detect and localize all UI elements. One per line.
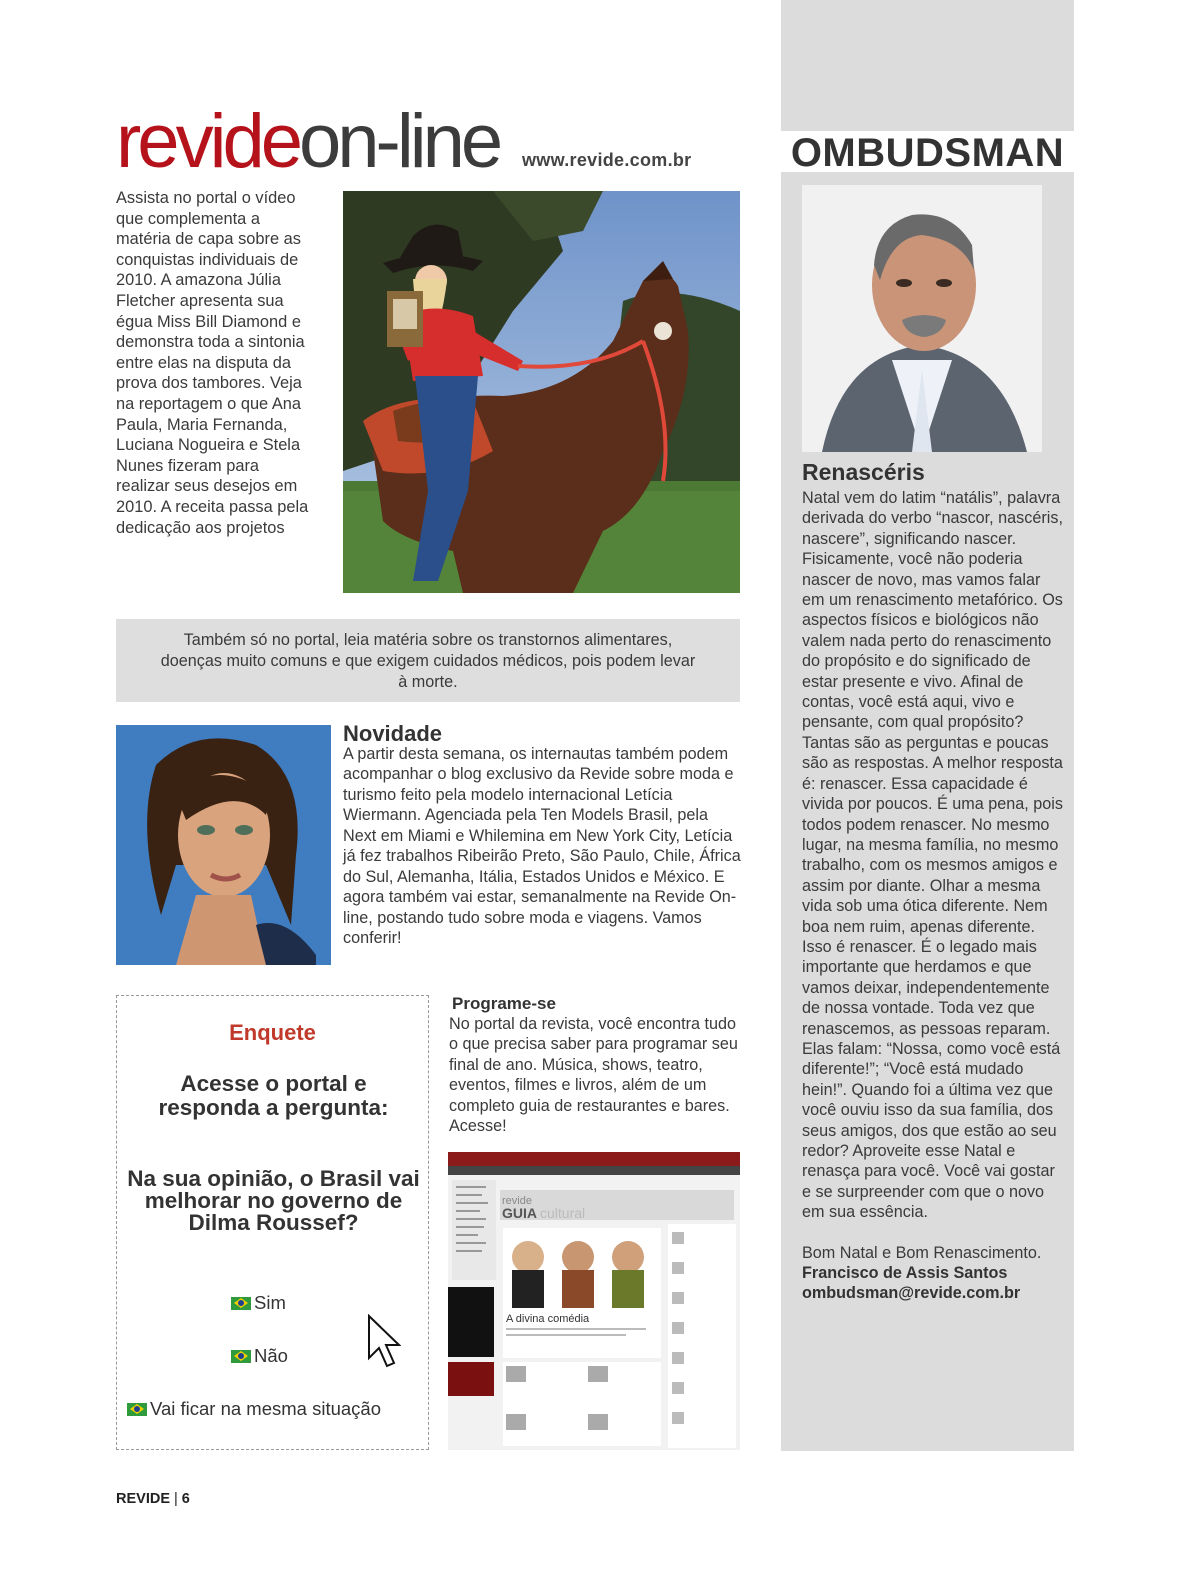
masthead-url[interactable]: www.revide.com.br	[522, 150, 692, 170]
masthead-title-red: revide	[116, 99, 299, 184]
enquete-option-label: Sim	[254, 1292, 286, 1313]
programese-body	[449, 1014, 741, 1137]
model-portrait-illustration	[116, 725, 331, 965]
enquete-option-label: Não	[254, 1345, 288, 1366]
rider-horse-illustration	[343, 191, 740, 593]
renasceris-text: Natal vem do latim “natális”, palavra derivada do verbo “nascor, nascéris, nascere”, significando nascer. Fisicamente, você não poderia nascer de novo, mas vamos falar em um renascimento metafórico. Os aspectos físicos e biológicos não valem nada perto do renascimento do propósito e do significado de estar presente e vivo. Afinal de contas, você está aqui, vivo e pensante, com qual propósito? Tantas são as perguntas e poucas são as respostas. A melhor resposta é: renascer. Essa capacidade é vivida por poucos. É uma pena, pois todos podem renascer. No mesmo lugar, na mesma família, no mesmo trabalho, com os mesmos amigos e assim por diante. Olhar a mesma vida sob uma ótica diferente. Nem boa nem ruim, apenas diferente. Isso é renascer. É o legado mais importante que herdamos e que vamos deixar, independentemente de nossa vontade. Toda vez que renascemos, as pessoas reparam. Elas falam: “Nossa, como você está diferente!”; “Você está mudado hein!”. Quando foi a última vez que você ouviu isso da sua família, dos seus amigos, dos que estão ao seu redor? Aproveite esse Natal e renasça para você. Você vai gostar e se surpreender com que o novo em sua essência.	[802, 489, 1063, 1222]
novidade-text: A partir desta semana, os internautas também podem acompanhar o blog exclusivo da Revide sobre moda e turismo feito pela modelo internacional Letícia Wiermann. Agenciada pela Ten Models Brasil, pela Next em Miami e Whilemina em New York City, Letícia já fez trabalhos Ribeirão Preto, São Paulo, Chile, África do Sul, Alemanha, Itália, Estados Unidos e México. E agora também vai estar, semanalmente na Revide On-line, postando tudo sobre moda e viagens. Vamos conferir!	[343, 745, 741, 948]
intro-column	[116, 188, 316, 538]
mouse-cursor-icon	[367, 1314, 401, 1368]
programese-heading: Programe-se	[452, 994, 556, 1013]
programese-text: No portal da revista, você encontra tudo o que precisa saber para programar seu final de ano. Música, shows, teatro, eventos, filmes e livros, além de um completo guia de restaurantes e bares. Acesse!	[449, 1015, 738, 1136]
enquete-title: Enquete	[229, 1020, 316, 1045]
notice-text: Também só no portal, leia matéria sobre os transtornos alimentares, doenças muito comuns e que exigem cuidados médicos, pois podem levar à morte.	[160, 631, 696, 691]
ombudsman-top-block	[781, 0, 1074, 131]
renasceris-heading: Renascéris	[802, 459, 925, 485]
rider-horse-photo	[343, 191, 740, 593]
ombudsman-label: OMBUDSMAN	[790, 131, 1065, 175]
screenshot-logo-small: revide	[502, 1195, 532, 1207]
screenshot-logo-guia: GUIA	[502, 1205, 537, 1221]
renasceris-closing: Bom Natal e Bom Renascimento.	[802, 1243, 1042, 1262]
enquete-option-nao[interactable]	[231, 1345, 288, 1367]
masthead-logo	[116, 99, 500, 184]
renasceris-email[interactable]: ombudsman@revide.com.br	[802, 1284, 1021, 1303]
portal-notice-box	[116, 619, 740, 702]
masthead-title-gray: on-line	[299, 99, 500, 184]
renasceris-body	[802, 488, 1064, 1304]
novidade-body	[343, 744, 743, 949]
enquete-prompt: Acesse o portal e responda a pergunta:	[158, 1071, 389, 1120]
screenshot-feature-title: A divina comédia	[506, 1313, 590, 1325]
brazil-flag-icon	[127, 1403, 147, 1416]
screenshot-logo-cultural: cultural	[540, 1205, 586, 1221]
portal-screenshot	[448, 1152, 740, 1450]
page-footer	[116, 1491, 190, 1507]
enquete-question: Na sua opinião, o Brasil vai melhorar no governo de Dilma Roussef?	[127, 1166, 420, 1235]
enquete-box	[116, 995, 429, 1450]
brazil-flag-icon	[231, 1297, 251, 1310]
brazil-flag-icon	[231, 1350, 251, 1363]
footer-divider: |	[174, 1491, 178, 1507]
footer-page-number: 6	[181, 1491, 190, 1507]
renasceris-author: Francisco de Assis Santos	[802, 1264, 1008, 1283]
enquete-option-label: Vai ficar na mesma situação	[150, 1398, 382, 1419]
novidade-heading: Novidade	[343, 721, 443, 746]
intro-text: Assista no portal o vídeo que complementa a matéria de capa sobre as conquistas individuais de 2010. A amazona Júlia Fletcher apresenta sua égua Miss Bill Diamond e demonstra toda a sintonia entre elas na disputa da prova dos tambores. Veja na reportagem o que Ana Paula, Maria Fernanda, Luciana Nogueira e Stela Nunes fizeram para realizar seus desejos em 2010. A receita passa pela dedicação aos projetos	[116, 189, 309, 537]
ombudsman-portrait-illustration	[802, 185, 1042, 452]
enquete-option-sim[interactable]	[231, 1292, 286, 1314]
ombudsman-portrait-photo	[802, 185, 1042, 452]
footer-brand: REVIDE	[116, 1491, 170, 1507]
model-portrait-photo	[116, 725, 331, 965]
portal-screenshot-illustration	[448, 1152, 740, 1450]
enquete-option-mesma[interactable]	[127, 1398, 381, 1420]
